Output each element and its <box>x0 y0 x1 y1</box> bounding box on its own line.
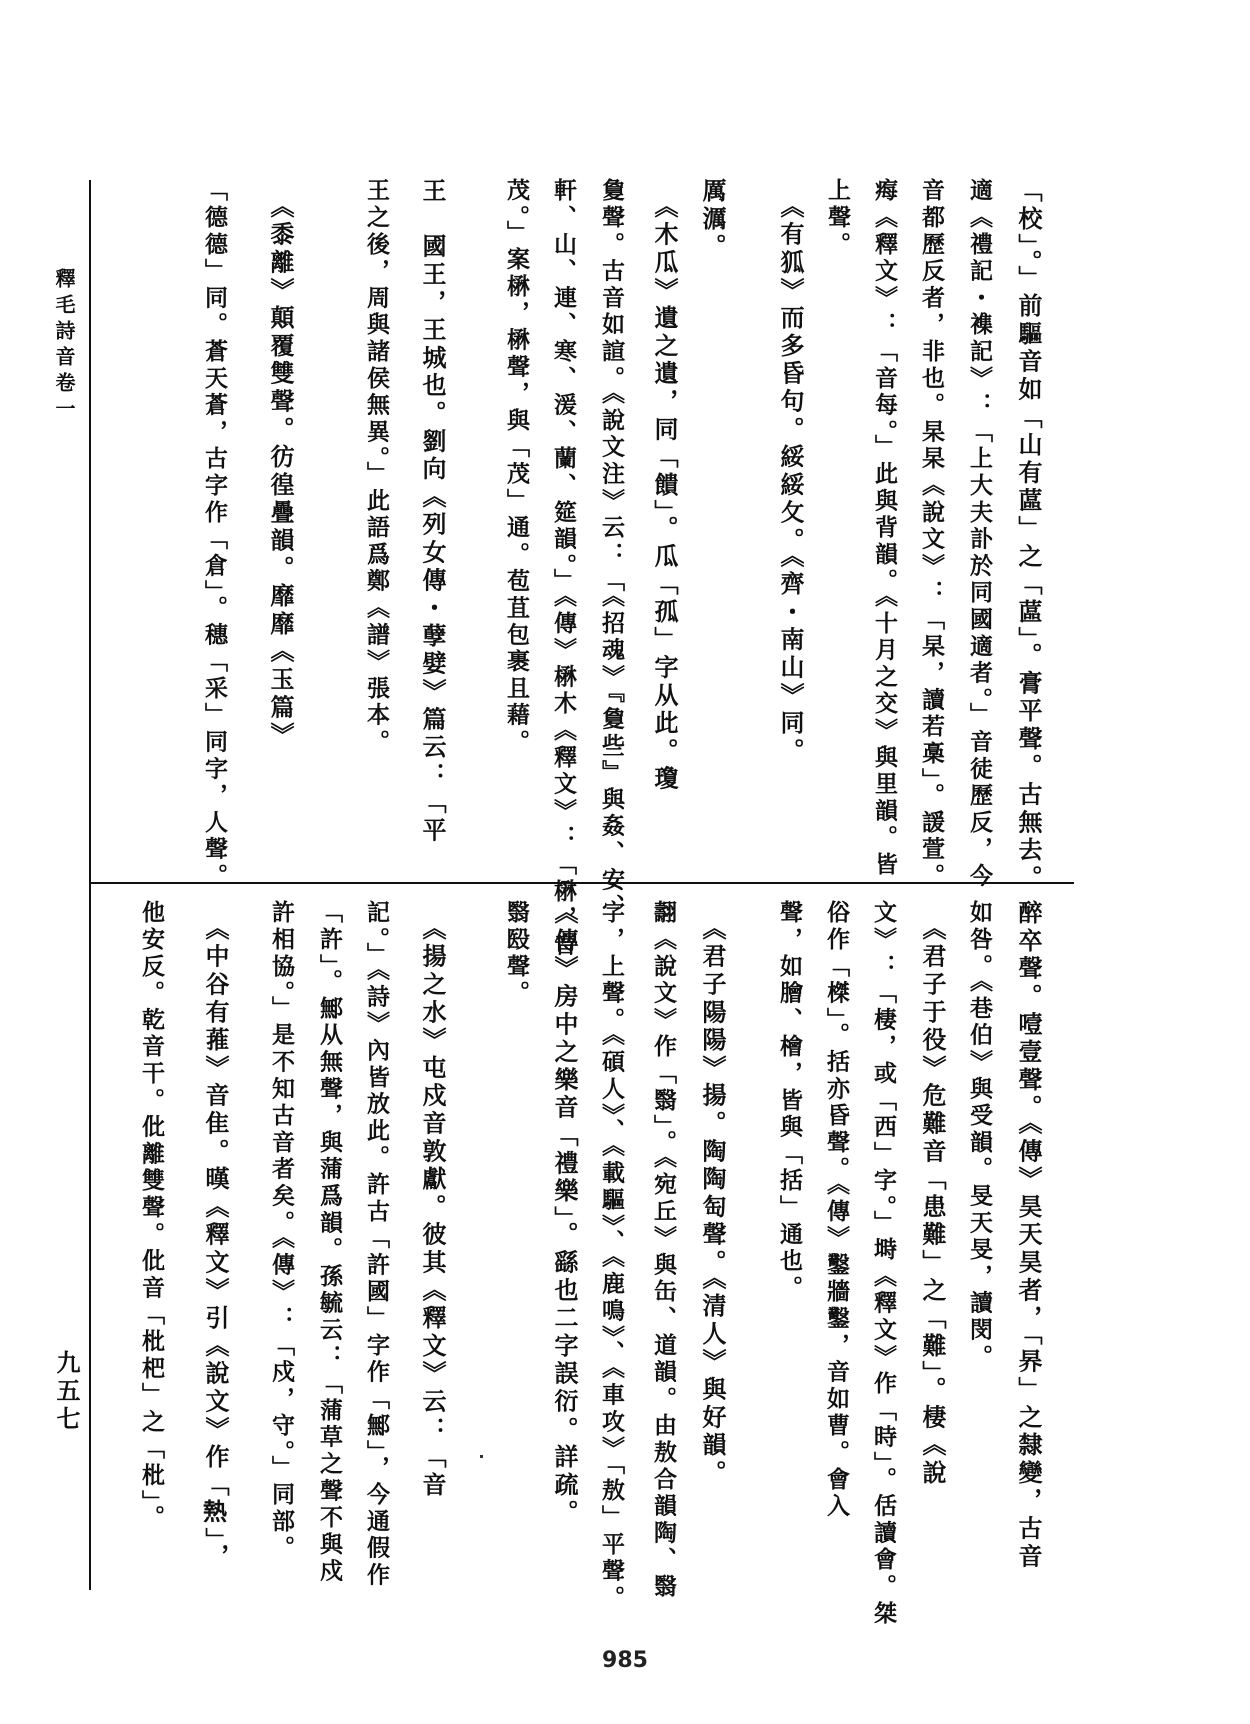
lower-column-5: 俗作「榤」。括亦昏聲。《傳》鑿牆鑿，音如曹。會入 <box>823 900 850 1521</box>
upper-column-13: 王之後，周與諸侯無異。」此語爲鄭《譜》張本。 <box>363 178 390 757</box>
ink-dot <box>480 1455 483 1458</box>
lower-column-4: 文》：「棲，或「西」字。」塒《釋文》作「時」。佸讀會。桀 <box>870 900 897 1628</box>
upper-column-8: 《木瓜》遺之遺，同「饋」。瓜「孤」字从此。瓊 <box>650 178 679 794</box>
lower-column-17: 他安反。乾音干。仳離雙聲。仳音「枇杷」之「枇」。 <box>138 900 165 1532</box>
upper-column-2: 適《禮記・襍記》：「上大夫訃於同國適者。」音徒歷反，今 <box>966 178 993 891</box>
lower-column-16: 《中谷有蓷》音隹。暵《釋文》引《說文》作「𤍠」， <box>201 900 230 1571</box>
lower-column-13: 記。」《詩》內皆放此。許古「許國」字作「鄦」，今通假作 <box>363 900 390 1590</box>
lower-column-6: 聲，如膾、檜，皆與「括」通也。 <box>776 900 803 1302</box>
lower-column-3: 《君子于役》危難音「患難」之「難」。棲《說 <box>918 900 947 1488</box>
lower-column-7: 《君子陽陽》揚。陶陶匋聲。《清人》與好韻。 <box>698 900 727 1488</box>
upper-column-6: 《有狐》而多昏句。綏綏攵。《齊・南山》同。 <box>776 178 805 766</box>
upper-column-7: 厲濿。 <box>698 178 727 262</box>
lower-column-1: 醉卒聲。噎壹聲。《傳》昊天昊者，「昦」之隸變，古音 <box>1014 900 1043 1571</box>
lower-column-14: 「許」。鄦从無聲，與蒲爲韻。孫毓云：「蒲草之聲不與戍 <box>316 900 343 1586</box>
upper-column-9: 敻聲。古音如諠。《說文注》云：「《招魂》『敻些』與姦、安、 <box>598 178 625 921</box>
upper-column-4: 痗《釋文》：「音每。」此與背韻。《十月之交》與里韻。皆 <box>871 178 898 879</box>
lower-column-2: 如咎。《巷伯》與受韻。旻天旻，讀閔。 <box>966 900 993 1371</box>
lower-column-11: 翳殹聲。 <box>503 900 530 1008</box>
upper-column-14: 《黍離》顛覆雙聲。彷徨疊韻。靡靡《玉篇》 <box>266 178 295 750</box>
upper-column-1: 「校」。」前驅音如「山有蓲」之「蓲」。膏平聲。古無去。 <box>1014 178 1043 893</box>
left-frame-rule <box>89 180 91 1590</box>
lower-column-9: 字，上聲。《碩人》、《載驅》、《鹿鳴》、《車攻》「敖」平聲。 <box>598 900 625 1612</box>
upper-column-11: 茂。」案楙，楙聲，與「茂」通。苞苴包裹且藉。 <box>503 178 530 757</box>
upper-column-15: 「德德」同。蒼天蒼，古字作「倉」。穗「采」同字，人聲。 <box>201 178 228 891</box>
lower-column-10: 《傳》房中之樂音「禮樂」。繇也二字誤衍。詳疏。 <box>550 900 579 1528</box>
book-title-caption: 釋毛詩音卷一 <box>52 268 76 424</box>
chinese-page-number: 九五七 <box>52 1350 81 1434</box>
upper-column-3: 音都歷反者，非也。杲杲《說文》：「杲，讀若槀」。諼萱。 <box>918 178 945 891</box>
lower-column-12: 《揚之水》屯戍音敦獻。彼其《釋文》云：「音 <box>418 900 447 1500</box>
folio-number: 985 <box>602 1648 648 1673</box>
upper-column-5: 上聲。 <box>824 178 851 259</box>
upper-column-12: 王 國王，王城也。劉向《列女傳・孽嬖》篇云：「平 <box>418 178 447 846</box>
lower-column-15: 許相協。」是不知古音者矣。《傳》：「戍，守。」同部。 <box>268 900 295 1563</box>
upper-column-10: 軒、山、連、寒、湲、蘭、筵韻。」《傳》楙木《釋文》：「楙，音 <box>550 178 577 959</box>
lower-column-8: 翿《說文》作「翳」。《宛丘》與缶、道韻。由敖合韻陶、翳 <box>650 900 677 1601</box>
